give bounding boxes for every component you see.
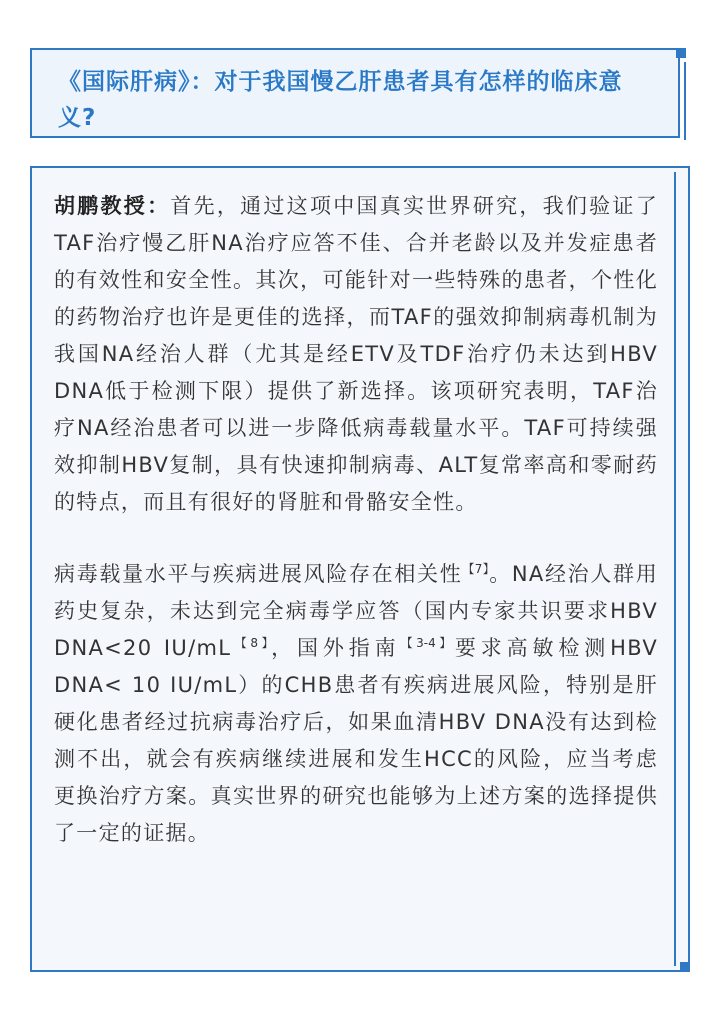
answer-paragraph-1 xyxy=(54,188,658,521)
question-title: 《国际肝病》：对于我国慢乙肝患者具有怎样的临床意义? xyxy=(58,69,623,131)
question-title-box xyxy=(30,48,680,138)
side-line-decoration xyxy=(684,62,686,140)
corner-square-decoration xyxy=(676,48,686,58)
reference-marker: 【7】 xyxy=(462,562,490,576)
paragraph-text: 要求高敏检测HBV DNA< 10 IU/mL）的CHB患者有疾病进展风险，特别是肝硬化患者经过抗病毒治疗后，如果血清HBV DNA没有达到检测不出，就会有疾病继续进展和发生HCC的风险，应当考虑更换治疗方案。真实世界的研究也能够为上述方案的选择提供了一定的证据。 xyxy=(54,636,658,845)
question-title-background xyxy=(32,50,678,136)
paragraph-text: 病毒载量水平与疾病进展风险存在相关性 xyxy=(54,562,463,586)
answer-body-box xyxy=(30,166,690,972)
speaker-name: 胡鹏教授： xyxy=(54,194,171,218)
paragraph-text: 。NA经治人群用药史复杂，未达到完全病毒学应答（国内专家共识要求HBV DNA<20 IU/mL xyxy=(54,562,659,660)
answer-content xyxy=(54,188,658,852)
paragraph-text: 首先，通过这项中国真实世界研究，我们验证了TAF治疗慢乙肝NA治疗应答不佳、合并老龄以及并发症患者的有效性和安全性。其次，可能针对一些特殊的患者，个性化的药物治疗也许是更佳的选择，而TAF的强效抑制病毒机制为我国NA经治人群（尤其是经ETV及TDF治疗仍未达到HBV DNA低于检测下限）提供了新选择。该项研究表明，TAF治疗NA经治患者可以进一步降低病毒载量水平。TAF可持续强效抑制HBV复制，具有快速抑制病毒、ALT复常率高和零耐药的特点，而且有很好的肾脏和骨骼安全性。 xyxy=(54,194,658,514)
paragraph-text: ，国外指南 xyxy=(271,636,401,660)
reference-marker: 【3-4】 xyxy=(400,636,455,650)
corner-square-decoration xyxy=(680,962,690,972)
reference-marker: 【8】 xyxy=(231,636,272,650)
answer-paragraph-2 xyxy=(54,556,658,852)
